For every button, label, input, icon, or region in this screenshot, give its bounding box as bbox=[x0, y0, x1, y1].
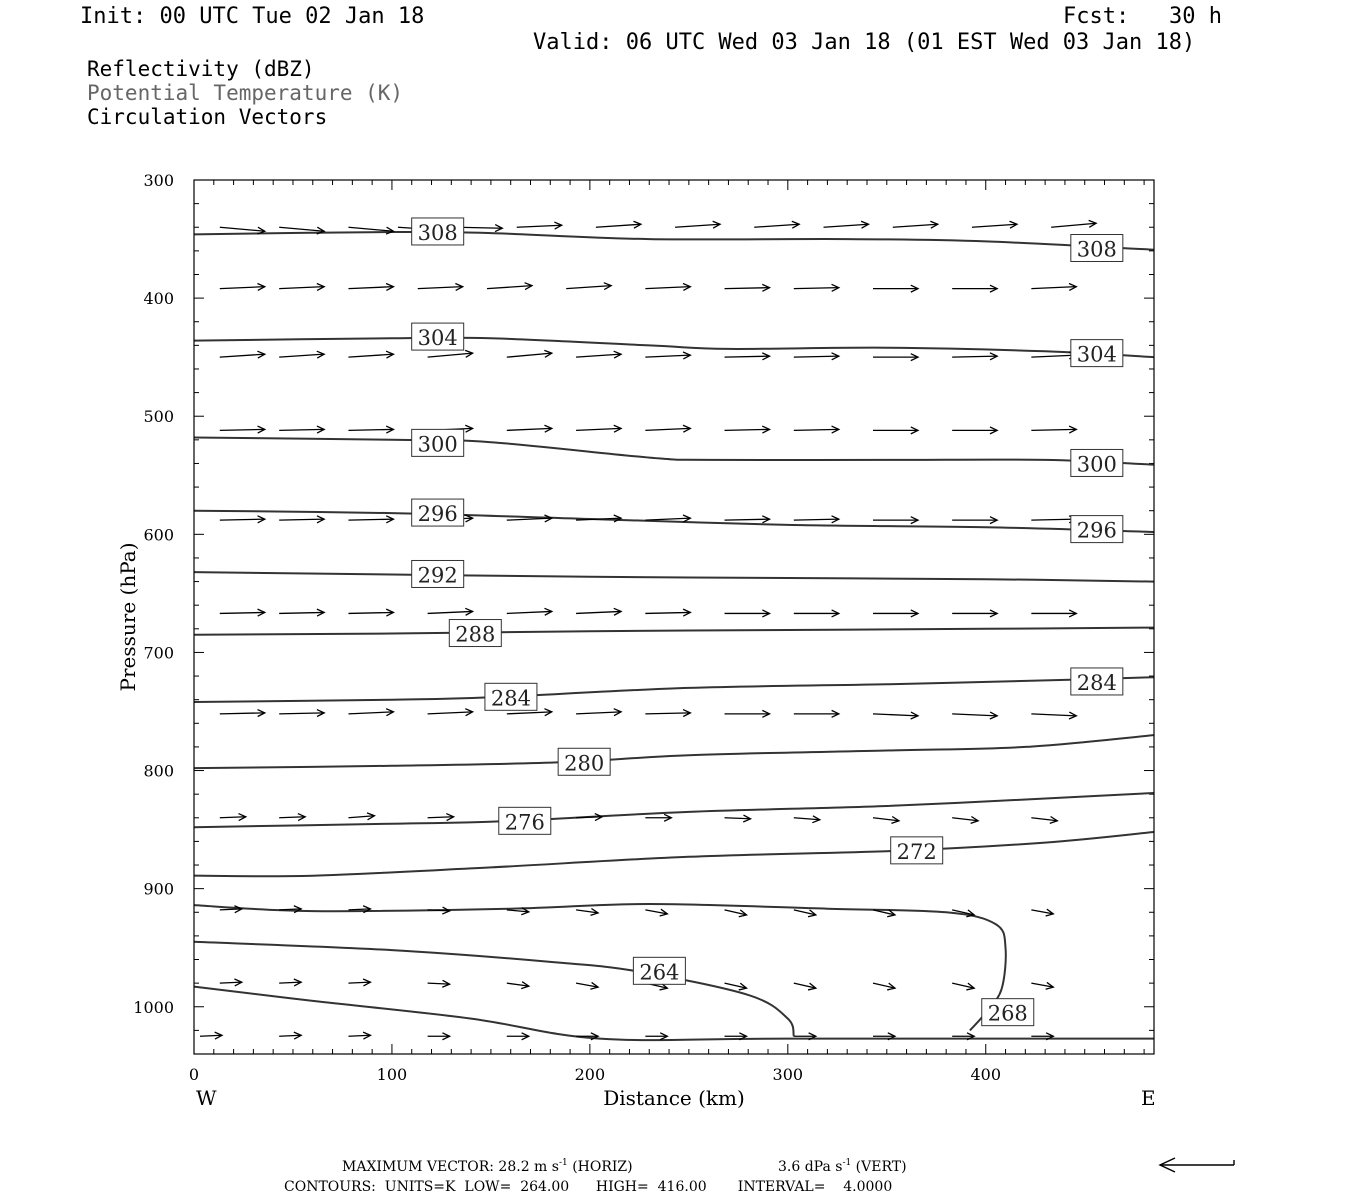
vector-shaft bbox=[952, 714, 997, 716]
vector-arrow bbox=[725, 910, 747, 917]
horiz-suffix: (HORIZ) bbox=[567, 1159, 633, 1175]
contour-296 bbox=[194, 511, 1154, 532]
vector-arrow bbox=[794, 426, 839, 433]
vector-arrow bbox=[1031, 982, 1053, 989]
vector-arrow bbox=[794, 983, 816, 990]
vector-arrow bbox=[348, 1032, 370, 1039]
vector-arrow bbox=[794, 910, 816, 917]
vector-arrow bbox=[507, 425, 552, 432]
contour-label: 264 bbox=[639, 960, 680, 985]
vector-arrow bbox=[1031, 516, 1076, 523]
vector-shaft bbox=[645, 713, 690, 714]
vector-arrow bbox=[1031, 712, 1076, 719]
vector-shaft bbox=[972, 224, 1017, 227]
contour-label: 308 bbox=[1076, 237, 1117, 262]
vector-arrow bbox=[220, 516, 265, 523]
contour-label: 272 bbox=[896, 839, 937, 864]
vector-shaft bbox=[428, 712, 473, 714]
vector-shaft bbox=[507, 518, 552, 520]
vector-arrow bbox=[576, 425, 621, 432]
y-tick-label: 600 bbox=[143, 525, 174, 545]
vector-shaft bbox=[220, 287, 265, 289]
vector-arrow bbox=[507, 1033, 529, 1040]
vector-shaft bbox=[893, 224, 938, 227]
vector-shaft bbox=[1031, 355, 1076, 357]
vector-arrow bbox=[873, 517, 918, 524]
vector-arrow bbox=[725, 610, 770, 617]
vector-arrow bbox=[952, 712, 997, 719]
vector-arrow bbox=[279, 426, 324, 433]
vector-shaft bbox=[279, 817, 305, 818]
vector-arrow bbox=[220, 814, 246, 821]
vector-arrow bbox=[794, 284, 839, 291]
vector-arrow bbox=[279, 516, 324, 523]
contour-276 bbox=[194, 793, 1154, 827]
x-tick-label: 400 bbox=[970, 1065, 1002, 1084]
vector-shaft bbox=[725, 288, 770, 289]
vector-shaft bbox=[576, 354, 621, 357]
contour-label: 296 bbox=[417, 502, 458, 527]
vector-arrow bbox=[725, 284, 770, 291]
x-tick-label: 0 bbox=[188, 1065, 200, 1084]
vector-arrow bbox=[220, 609, 265, 616]
max-vector-vert: 3.6 dPa s bbox=[778, 1159, 843, 1175]
vector-shaft bbox=[873, 714, 918, 716]
init-time: Init: 00 UTC Tue 02 Jan 18 bbox=[80, 4, 425, 29]
contour-label: 300 bbox=[417, 432, 458, 457]
max-vector-text bbox=[342, 1158, 633, 1175]
vector-shaft bbox=[428, 611, 473, 613]
vector-shaft bbox=[517, 225, 562, 227]
vector-shaft bbox=[428, 983, 450, 984]
vector-arrow bbox=[1031, 284, 1076, 291]
vector-arrow bbox=[200, 1032, 222, 1039]
vector-arrow bbox=[645, 352, 690, 359]
field-circulation-vectors: Circulation Vectors bbox=[87, 105, 328, 129]
vector-arrow bbox=[952, 427, 997, 434]
vector-shaft bbox=[348, 1035, 370, 1036]
vector-arrow bbox=[952, 517, 997, 524]
contour-label: 300 bbox=[1076, 452, 1117, 477]
vector-shaft bbox=[348, 429, 393, 430]
vector-arrow bbox=[952, 353, 997, 360]
vert-suffix: (VERT) bbox=[851, 1159, 907, 1175]
plot-frame bbox=[194, 180, 1154, 1054]
x-tick-label: 200 bbox=[574, 1065, 606, 1084]
vector-arrow bbox=[279, 351, 324, 358]
vector-shaft bbox=[1031, 519, 1076, 520]
vector-shaft bbox=[348, 519, 393, 520]
contour-label: 280 bbox=[564, 751, 605, 776]
vector-arrow bbox=[220, 351, 265, 358]
contour-label: 292 bbox=[417, 563, 458, 588]
contours-info: CONTOURS: UNITS=K LOW= 264.00 HIGH= 416.00 INTERVAL= 4.0000 bbox=[284, 1179, 893, 1195]
vector-arrow bbox=[873, 285, 918, 292]
vector-arrow bbox=[754, 221, 799, 228]
vector-shaft bbox=[645, 518, 690, 520]
y-tick-label: 800 bbox=[143, 761, 174, 781]
vector-arrow bbox=[873, 712, 918, 719]
contour-300 bbox=[194, 437, 1154, 464]
vector-arrow bbox=[596, 221, 641, 228]
vector-arrow bbox=[348, 351, 393, 358]
contour-label: 276 bbox=[504, 810, 545, 835]
vector-arrow bbox=[794, 816, 820, 823]
vector-arrow bbox=[645, 909, 667, 916]
valid-time: Valid: 06 UTC Wed 03 Jan 18 (01 EST Wed 03 Jan 18) bbox=[533, 30, 1196, 55]
vector-shaft bbox=[428, 817, 454, 818]
vector-shaft bbox=[1031, 287, 1076, 289]
vector-shaft bbox=[576, 611, 621, 613]
vector-arrow bbox=[824, 221, 869, 228]
vector-shaft bbox=[576, 712, 621, 714]
vector-arrow bbox=[428, 709, 473, 716]
vector-arrow bbox=[952, 610, 997, 617]
contour-280 bbox=[194, 735, 1154, 768]
vector-shaft bbox=[952, 356, 997, 357]
vector-arrow bbox=[428, 350, 473, 357]
horiz-exponent: -1 bbox=[558, 1158, 568, 1168]
vector-shaft bbox=[220, 982, 242, 983]
vector-arrow bbox=[348, 709, 393, 716]
vector-shaft bbox=[1031, 714, 1076, 716]
contour-label: 284 bbox=[1076, 670, 1117, 695]
vector-shaft bbox=[220, 612, 265, 613]
vector-shaft bbox=[1031, 429, 1076, 430]
vector-shaft bbox=[220, 429, 265, 430]
vector-shaft bbox=[348, 354, 393, 357]
contour-label: 304 bbox=[1076, 342, 1117, 367]
vector-shaft bbox=[824, 224, 869, 227]
contour-label: 288 bbox=[455, 622, 496, 647]
y-tick-label: 700 bbox=[143, 643, 174, 663]
vector-arrow bbox=[794, 710, 839, 717]
vector-shaft bbox=[279, 1035, 301, 1036]
vector-shaft bbox=[348, 712, 393, 714]
vector-shaft bbox=[200, 1035, 222, 1036]
vector-arrow bbox=[794, 610, 839, 617]
vector-arrow bbox=[428, 608, 473, 615]
vector-arrow bbox=[428, 907, 450, 914]
vector-arrow bbox=[348, 979, 370, 986]
vector-arrow bbox=[576, 608, 621, 615]
vector-arrow bbox=[645, 425, 690, 432]
vector-shaft bbox=[279, 429, 324, 430]
y-axis-label: Pressure (hPa) bbox=[116, 542, 140, 692]
vector-arrow bbox=[1031, 610, 1076, 617]
vector-shaft bbox=[507, 428, 552, 430]
vector-shaft bbox=[725, 519, 770, 520]
vector-arrow bbox=[418, 284, 463, 291]
y-tick-label: 300 bbox=[143, 171, 174, 190]
vector-arrow bbox=[725, 426, 770, 433]
vector-arrow bbox=[645, 609, 690, 616]
vector-arrow bbox=[348, 516, 393, 523]
vector-arrow bbox=[645, 710, 690, 717]
vector-shaft bbox=[348, 982, 370, 983]
reference-vector-icon bbox=[1160, 1158, 1234, 1172]
contour-label: 296 bbox=[1076, 518, 1117, 543]
vector-arrow bbox=[566, 283, 611, 290]
vector-arrow bbox=[576, 982, 598, 989]
y-tick-label: 400 bbox=[143, 289, 174, 309]
vector-shaft bbox=[645, 612, 690, 613]
contour-308 bbox=[194, 232, 1154, 250]
forecast-hour: Fcst: 30 h bbox=[1063, 4, 1222, 29]
vector-arrow bbox=[487, 283, 532, 290]
axis-text bbox=[133, 171, 1001, 1084]
vector-shaft bbox=[507, 611, 552, 613]
y-tick-label: 900 bbox=[143, 879, 174, 899]
vector-shaft bbox=[794, 429, 839, 430]
vector-arrow bbox=[279, 814, 305, 821]
vector-arrow bbox=[279, 1032, 301, 1039]
vector-arrow bbox=[893, 221, 938, 228]
vector-shaft bbox=[220, 817, 246, 818]
tick-marks bbox=[194, 180, 1154, 1054]
vector-arrow bbox=[725, 710, 770, 717]
vector-arrow bbox=[645, 1033, 667, 1040]
vector-arrow bbox=[428, 814, 454, 821]
x-tick-label: 300 bbox=[772, 1065, 804, 1084]
vector-arrow bbox=[576, 709, 621, 716]
contour-292 bbox=[194, 572, 1154, 581]
vector-shaft bbox=[566, 286, 611, 289]
vector-shaft bbox=[348, 909, 370, 910]
vector-shaft bbox=[675, 224, 720, 227]
contour-288 bbox=[194, 628, 1154, 635]
vector-arrow bbox=[1031, 909, 1053, 916]
vector-arrow bbox=[645, 284, 690, 291]
vector-arrow bbox=[576, 351, 621, 358]
vector-arrow bbox=[645, 814, 671, 821]
vector-shaft bbox=[348, 612, 393, 613]
vector-shaft bbox=[348, 287, 393, 289]
vector-arrow bbox=[952, 983, 974, 990]
vector-arrow bbox=[794, 516, 839, 523]
vector-arrow bbox=[279, 979, 301, 986]
vector-shaft bbox=[487, 286, 532, 289]
x-end-label-west: W bbox=[196, 1086, 217, 1110]
vector-arrow bbox=[517, 222, 562, 229]
contour-label: 308 bbox=[417, 220, 458, 245]
vector-shaft bbox=[645, 287, 690, 289]
vector-arrow bbox=[725, 353, 770, 360]
vector-shaft bbox=[794, 288, 839, 289]
vector-shaft bbox=[279, 287, 324, 289]
vector-arrow bbox=[348, 609, 393, 616]
vector-arrow bbox=[279, 710, 324, 717]
vector-arrow bbox=[1031, 426, 1076, 433]
vector-shaft bbox=[645, 355, 690, 357]
vector-shaft bbox=[279, 982, 301, 983]
vector-shaft bbox=[576, 428, 621, 430]
vector-arrow bbox=[428, 980, 450, 987]
vector-shaft bbox=[220, 354, 265, 357]
vector-arrow bbox=[675, 221, 720, 228]
vector-arrow bbox=[1031, 817, 1057, 824]
vector-arrow bbox=[507, 350, 552, 357]
vector-arrow bbox=[428, 1033, 450, 1040]
vector-arrow bbox=[220, 710, 265, 717]
vector-shaft bbox=[279, 909, 301, 910]
vector-arrow bbox=[873, 983, 895, 990]
vector-arrow bbox=[873, 427, 918, 434]
contour-label: 304 bbox=[417, 326, 458, 351]
vert-exponent: -1 bbox=[842, 1158, 852, 1168]
contour-label: 268 bbox=[987, 1001, 1028, 1026]
vector-shaft bbox=[279, 519, 324, 520]
vector-arrow bbox=[952, 285, 997, 292]
vector-shaft bbox=[418, 287, 463, 289]
contour-label: 284 bbox=[490, 686, 531, 711]
vector-arrow bbox=[725, 815, 751, 822]
vector-arrow bbox=[348, 813, 374, 820]
vector-shaft bbox=[794, 356, 839, 357]
vector-shaft bbox=[507, 712, 552, 714]
field-potential-temperature: Potential Temperature (K) bbox=[87, 81, 404, 105]
y-tick-label: 1000 bbox=[133, 997, 174, 1017]
vector-arrow bbox=[794, 353, 839, 360]
vector-arrow bbox=[873, 354, 918, 361]
vector-shaft bbox=[645, 428, 690, 430]
vector-arrow bbox=[220, 426, 265, 433]
vector-arrow bbox=[507, 608, 552, 615]
vector-arrow bbox=[220, 284, 265, 291]
contour-272 bbox=[194, 832, 1154, 876]
vector-shaft bbox=[220, 713, 265, 714]
vector-arrow bbox=[873, 610, 918, 617]
vector-shaft bbox=[794, 519, 839, 520]
vector-shaft bbox=[220, 519, 265, 520]
vector-arrow bbox=[220, 979, 242, 986]
contour-284 bbox=[194, 677, 1154, 702]
vector-shaft bbox=[725, 356, 770, 357]
vector-arrow bbox=[576, 908, 598, 915]
vector-shaft bbox=[279, 612, 324, 613]
vector-arrow bbox=[972, 221, 1017, 228]
vert-vector-text bbox=[778, 1158, 907, 1175]
field-reflectivity: Reflectivity (dBZ) bbox=[87, 57, 315, 81]
vector-arrow bbox=[576, 814, 602, 821]
vector-arrow bbox=[952, 817, 978, 824]
contour-304 bbox=[194, 338, 1154, 358]
vector-shaft bbox=[754, 224, 799, 227]
vector-arrow bbox=[348, 284, 393, 291]
vector-shaft bbox=[279, 713, 324, 714]
x-end-label-east: E bbox=[1141, 1086, 1156, 1110]
vector-shaft bbox=[725, 818, 751, 819]
vector-arrow bbox=[507, 982, 529, 989]
y-tick-label: 500 bbox=[143, 407, 174, 427]
max-vector-horiz: MAXIMUM VECTOR: 28.2 m s bbox=[342, 1159, 559, 1175]
vector-arrow bbox=[725, 516, 770, 523]
vector-shaft bbox=[220, 909, 242, 910]
vector-arrow bbox=[279, 609, 324, 616]
contours bbox=[194, 232, 1154, 1040]
vector-shaft bbox=[279, 354, 324, 357]
vector-arrow bbox=[279, 284, 324, 291]
vector-shaft bbox=[596, 224, 641, 227]
vector-arrow bbox=[1051, 220, 1096, 227]
vector-arrow bbox=[348, 426, 393, 433]
vector-shaft bbox=[725, 429, 770, 430]
x-axis-label: Distance (km) bbox=[603, 1086, 745, 1110]
x-tick-label: 100 bbox=[376, 1065, 408, 1084]
vector-arrow bbox=[873, 817, 899, 824]
